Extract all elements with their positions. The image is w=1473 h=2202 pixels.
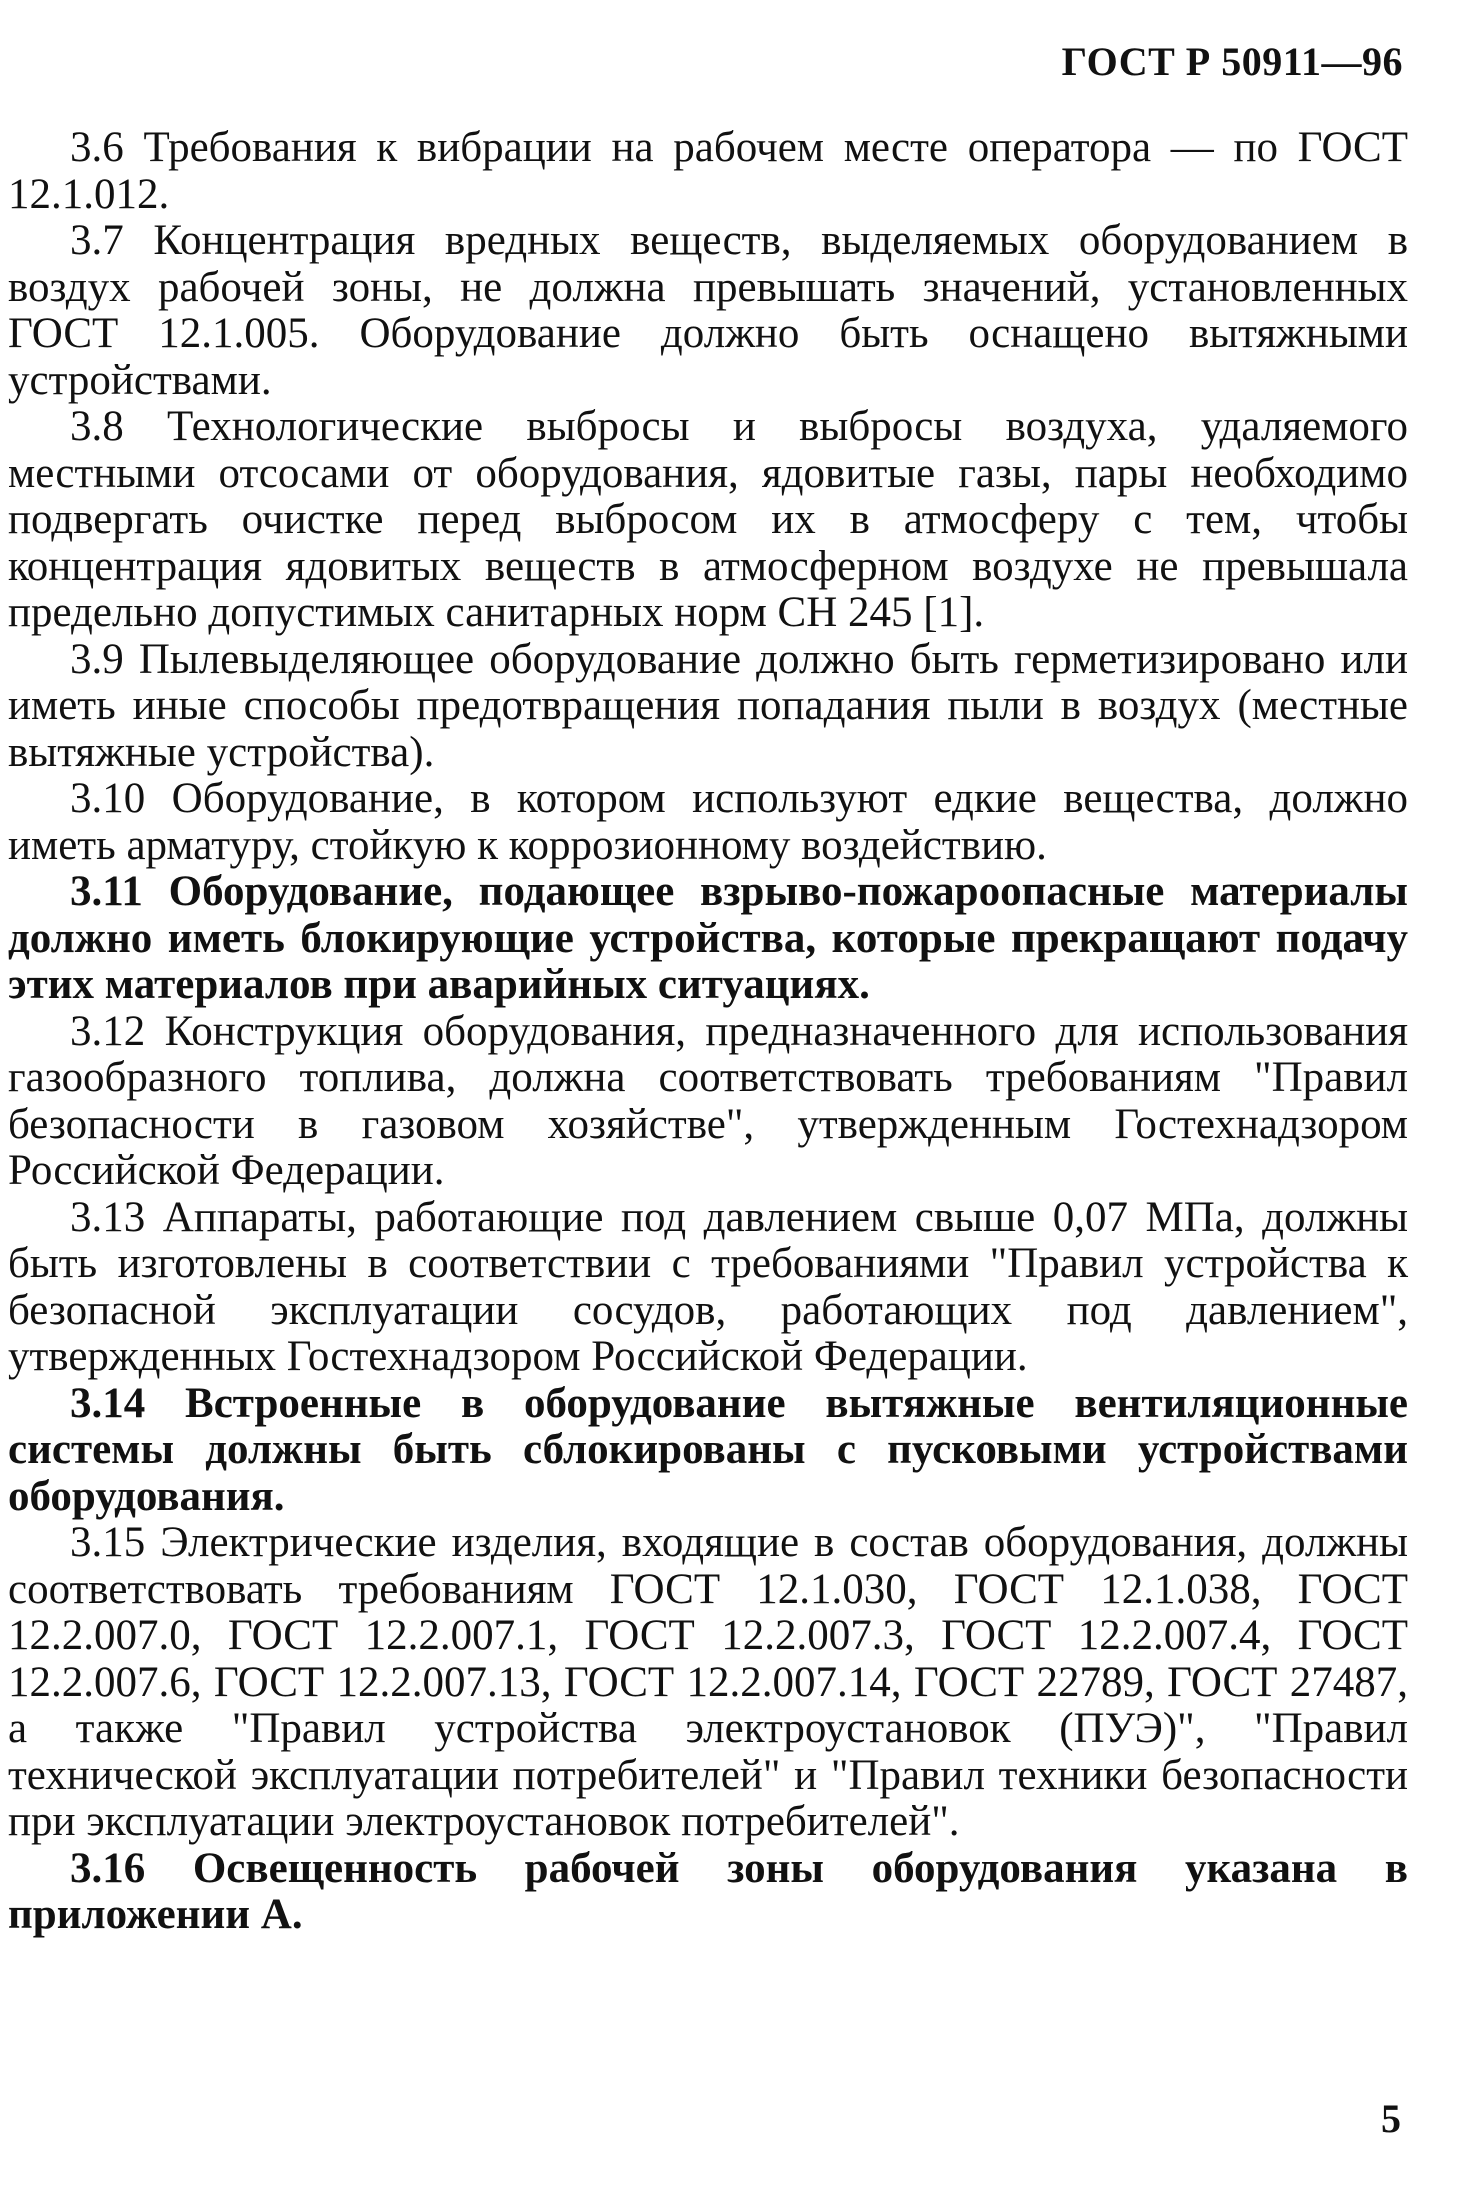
paragraph-3-8: 3.8 Технологические выбросы и выбросы воздуха, удаляемого местными отсосами от оборудования, ядовитые газы, пары необходимо подвергать очистке перед выбросом их в атмосферу с тем, чтобы концентрация ядовитых веществ в атмосферном воздухе не превышала предельно допустимых санитарных норм СН 245 [1].	[8, 403, 1408, 636]
paragraph-3-7: 3.7 Концентрация вредных веществ, выделяемых оборудованием в воздух рабочей зоны, не должна превышать значений, установленных ГОСТ 12.1.005. Оборудование должно быть оснащено вытяжными устройствами.	[8, 217, 1408, 404]
document-body	[8, 125, 1408, 1939]
paragraph-3-6: 3.6 Требования к вибрации на рабочем месте оператора — по ГОСТ 12.1.012.	[8, 124, 1408, 218]
paragraph-3-13: 3.13 Аппараты, работающие под давлением свыше 0,07 МПа, должны быть изготовлены в соответствии с требованиями "Правил устройства к безопасной эксплуатации сосудов, работающих под давлением", утвержденных Гостехнадзором Российской Федерации.	[8, 1193, 1408, 1380]
paragraph-3-12: 3.12 Конструкция оборудования, предназначенного для использования газообразного топлива, должна соответствовать требованиям "Правил безопасности в газовом хозяйстве", утвержденным Гостехнадзором Российской Федерации.	[8, 1007, 1408, 1194]
paragraph-3-10: 3.10 Оборудование, в котором используют едкие вещества, должно иметь арматуру, стойкую к коррозионному воздействию.	[8, 775, 1408, 869]
paragraph-3-14: 3.14 Встроенные в оборудование вытяжные вентиляционные системы должны быть сблокированы с пусковыми устройствами оборудования.	[8, 1379, 1408, 1520]
paragraph-3-16: 3.16 Освещенность рабочей зоны оборудования указана в приложении А.	[8, 1844, 1408, 1938]
page-number: 5	[1381, 2096, 1401, 2141]
paragraph-3-15: 3.15 Электрические изделия, входящие в состав оборудования, должны соответствовать требованиям ГОСТ 12.1.030, ГОСТ 12.1.038, ГОСТ 12.2.007.0, ГОСТ 12.2.007.1, ГОСТ 12.2.007.3, ГОСТ 12.2.007.4, ГОСТ 12.2.007.6, ГОСТ 12.2.007.13, ГОСТ 12.2.007.14, ГОСТ 22789, ГОСТ 27487, а также "Правил устройства электроустановок (ПУЭ)", "Правил технической эксплуатации потребителей" и "Правил техники безопасности при эксплуатации электроустановок потребителей".	[8, 1519, 1408, 1845]
paragraph-3-11: 3.11 Оборудование, подающее взрыво-пожароопасные материалы должно иметь блокирующие устройства, которые прекращают подачу этих материалов при аварийных ситуациях.	[8, 868, 1408, 1008]
paragraph-3-9: 3.9 Пылевыделяющее оборудование должно быть герметизировано или иметь иные способы предотвращения попадания пыли в воздух (местные вытяжные устройства).	[8, 635, 1408, 776]
standard-code-header: ГОСТ Р 50911—96	[1061, 39, 1403, 84]
